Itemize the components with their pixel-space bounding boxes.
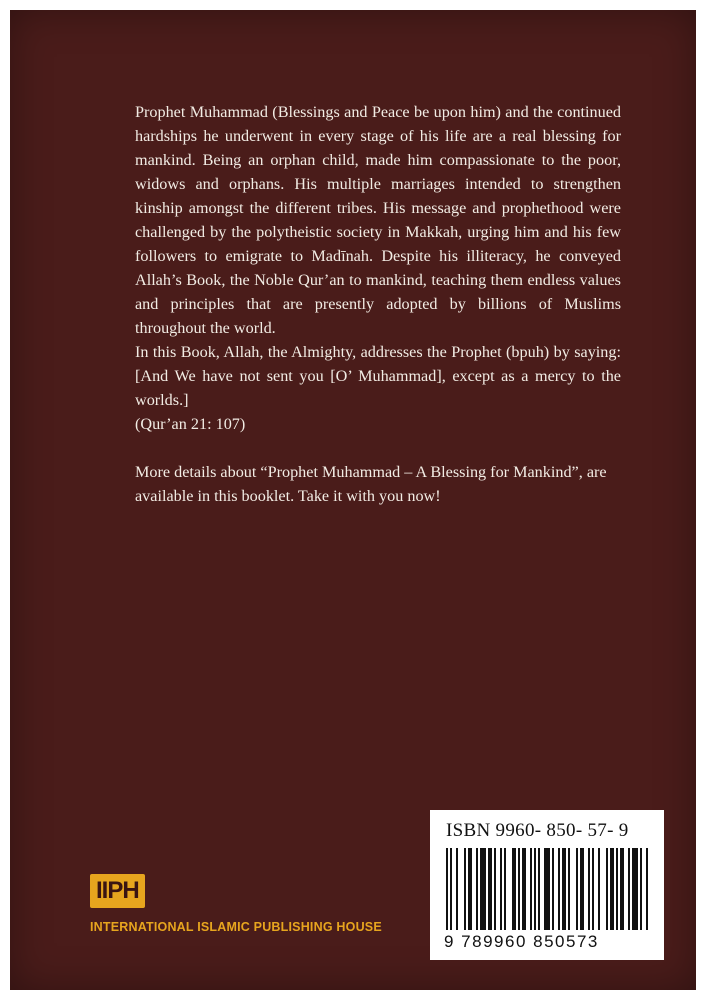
blurb-paragraph-1: Prophet Muhammad (Blessings and Peace be upon him) and the continued hardships he underwent in every stage of his life are a real blessing for mankind. Being an orphan child, made him compassionate to the poor, widows and orphans. His multiple marriages intended to strengthen kinship amongst the different tribes. His message and prophethood were challenged by the polytheistic society in Makkah, urging him and his few followers to emigrate to Madīnah. Despite his illiteracy, he conveyed Allah’s Book, the Noble Qur’an to mankind, teaching them endless values and principles that are presently adopted by billions of Muslims throughout the world. xyxy=(135,103,621,337)
isbn-label xyxy=(430,810,664,960)
barcode-icon xyxy=(446,848,652,930)
quran-citation: (Qur’an 21: 107) xyxy=(135,415,246,433)
isbn-number: ISBN 9960- 850- 57- 9 xyxy=(446,820,629,841)
iiph-logo-icon: IIPH xyxy=(90,874,145,908)
blurb-paragraph-more-details: More details about “Prophet Muhammad – A Blessing for Mankind”, are available in this booklet. Take it with you now! xyxy=(135,463,607,505)
blurb xyxy=(135,100,621,508)
blurb-paragraph-2: In this Book, Allah, the Almighty, addresses the Prophet (bpuh) by saying: [And We have not sent you [O’ Muhammad], except as a mercy to the worlds.] xyxy=(135,343,621,409)
publisher-logo xyxy=(90,872,145,910)
publisher-name: INTERNATIONAL ISLAMIC PUBLISHING HOUSE xyxy=(90,920,382,934)
barcode-digits: 9 789960 850573 xyxy=(444,932,599,951)
back-cover xyxy=(10,10,696,990)
